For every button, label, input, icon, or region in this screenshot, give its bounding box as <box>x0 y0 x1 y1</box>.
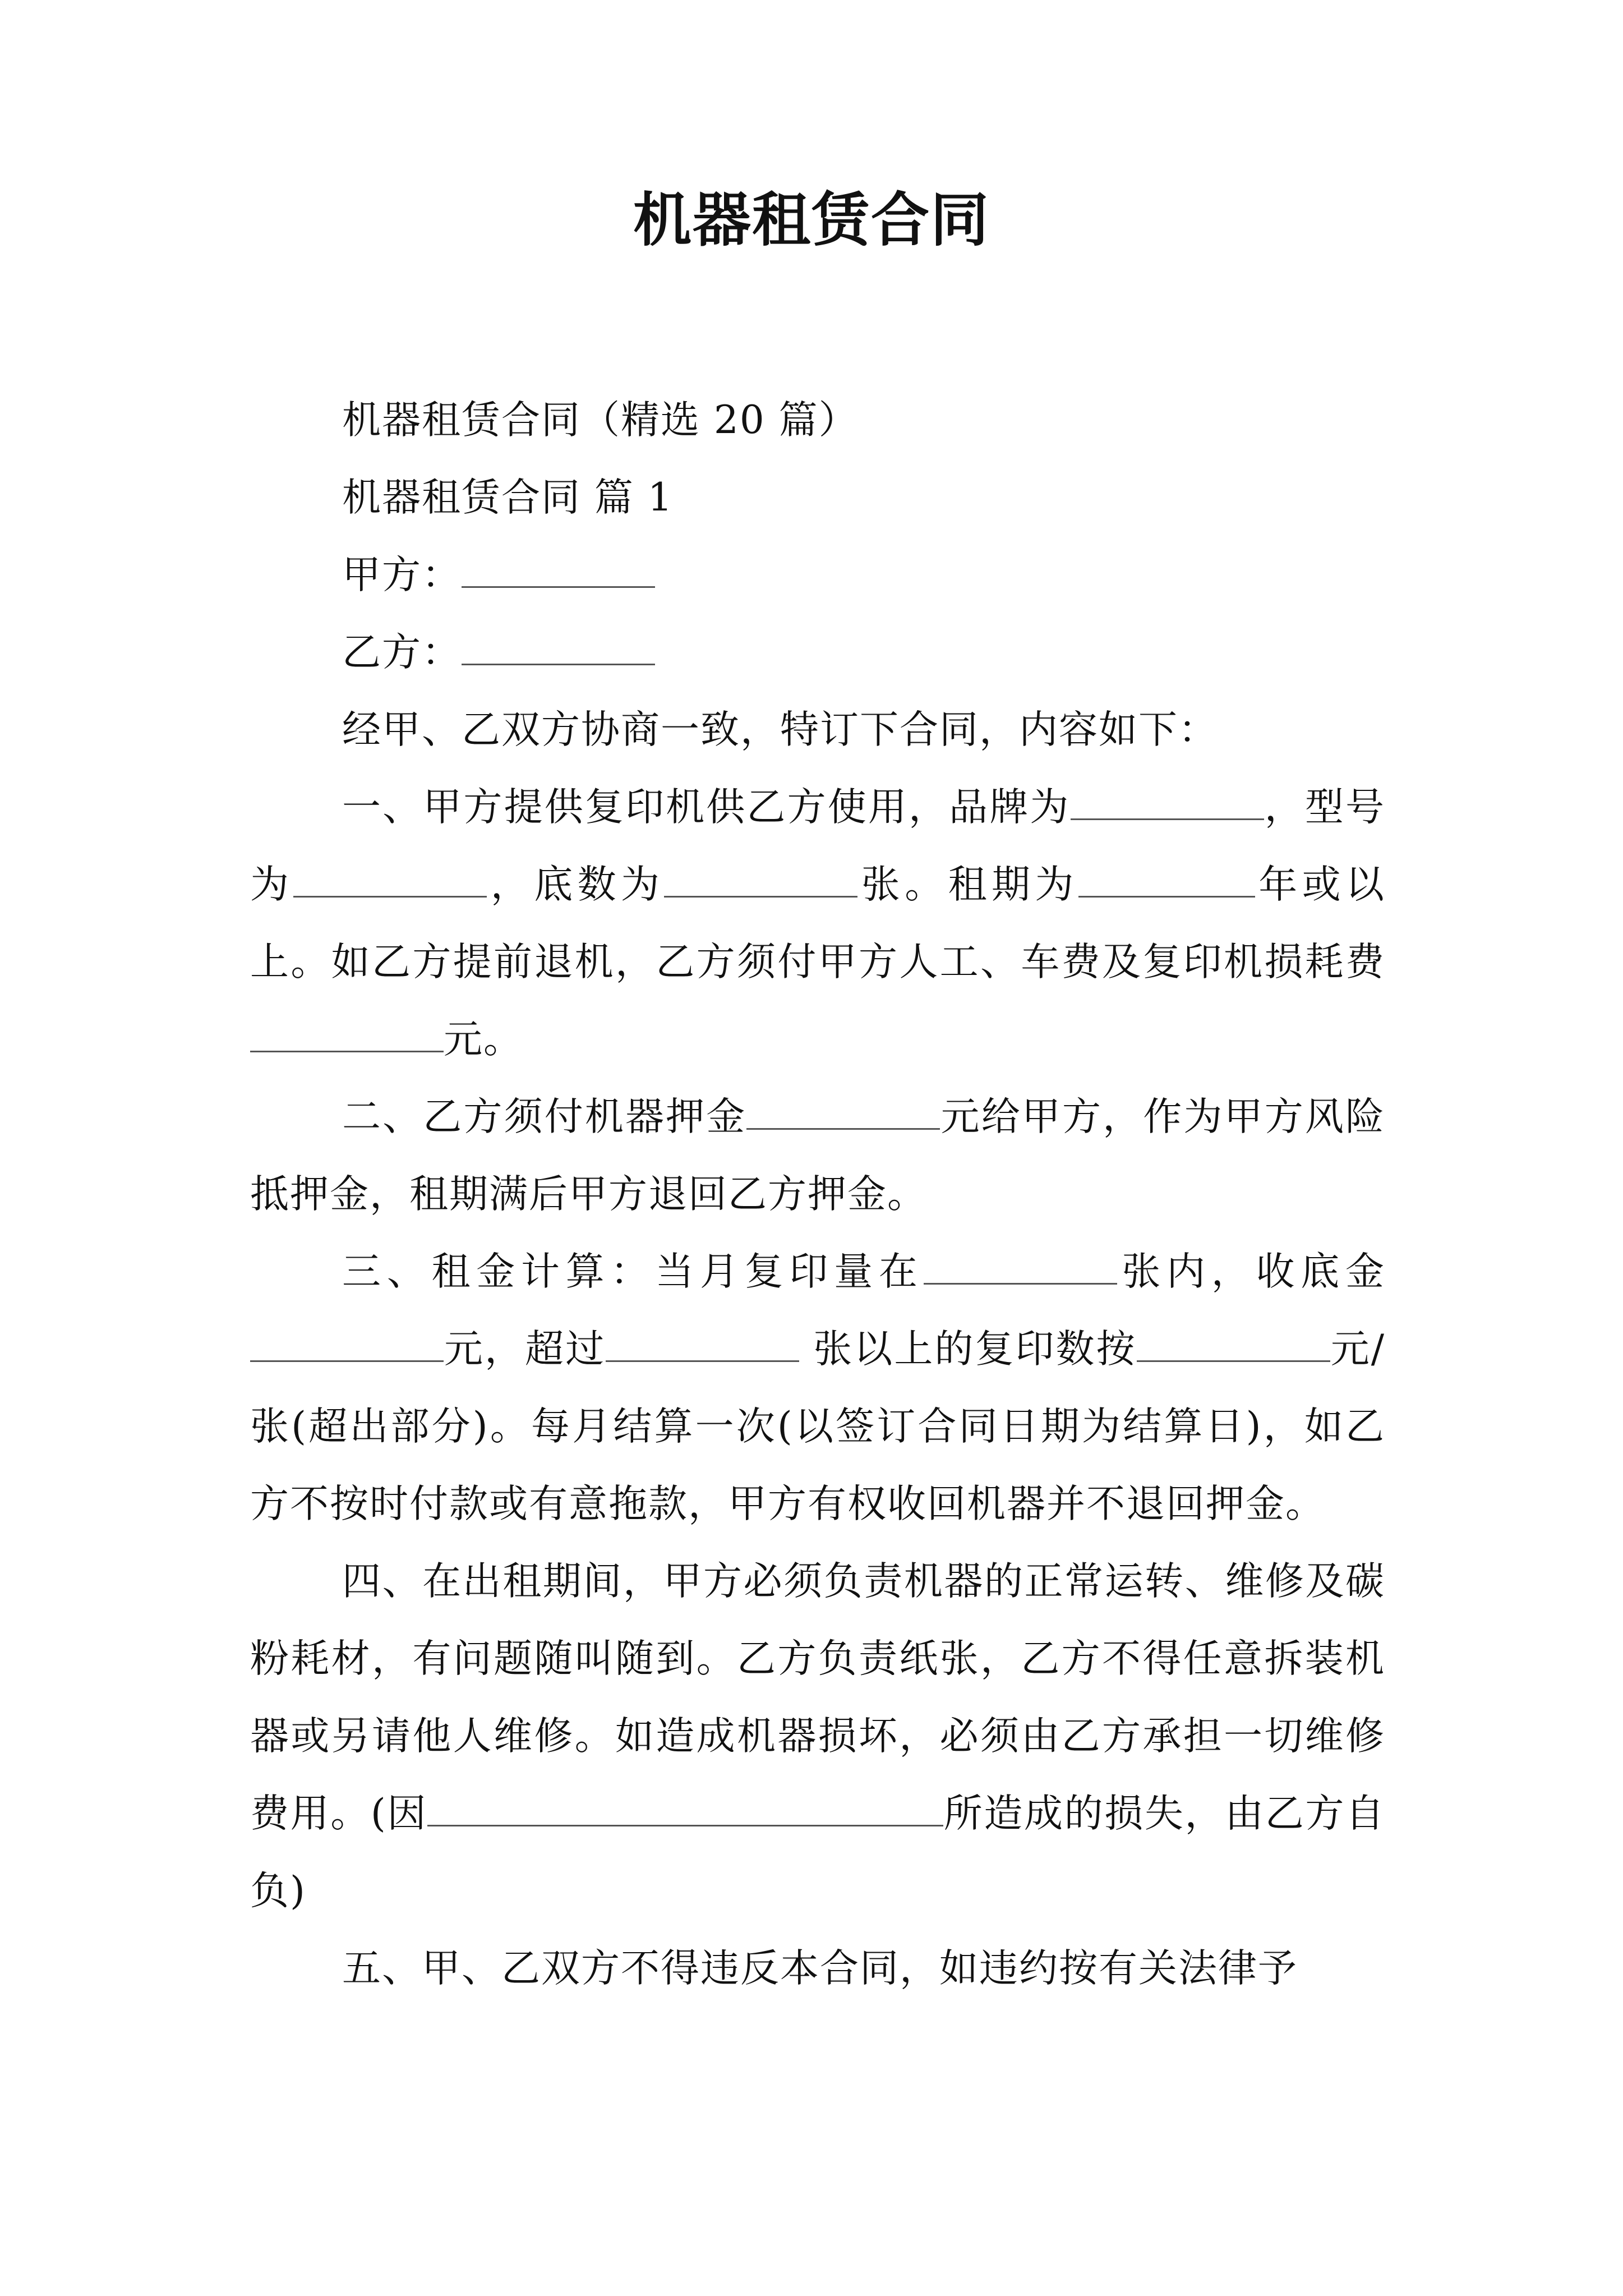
brand-blank[interactable] <box>1071 784 1264 820</box>
clause-1-paragraph: 一、甲方提供复印机供乙方使用，品牌为 ，型号为 ，底数为 张。租期为 年或以上。如乙方提前退机，乙方须付甲方人工、车费及复印机损耗费元。 <box>250 785 1386 1062</box>
clause-3-paragraph: 三、租金计算：当月复印量在 张内，收底金元，超过 张以上的复印数按 元/张(超出部分)。每月结算一次(以签订合同日期为结算日)，如乙方不按时付款或有意拖款，甲方有权收回机器并不退回押金。 <box>250 1249 1386 1526</box>
monthly-quota-blank[interactable] <box>924 1248 1117 1285</box>
party-a-line: 甲方： <box>250 536 1385 614</box>
document-title: 机器租赁合同 <box>633 185 990 254</box>
depreciation-fee-blank[interactable] <box>250 1016 444 1052</box>
clause-4-paragraph: 四、在出租期间，甲方必须负责机器的正常运转、维修及碳粉耗材，有问题随叫随到。乙方负责纸张，乙方不得任意拆装机器或另请他人维修。如造成机器损坏，必须由乙方承担一切维修费用。(因 所造成的损失，由乙方自负) <box>250 1559 1386 1913</box>
excess-threshold-blank[interactable] <box>606 1326 799 1362</box>
party-a-blank[interactable] <box>462 551 655 588</box>
subtitle-line: 机器租赁合同（精选 20 篇） <box>342 398 859 443</box>
party-b-line: 乙方： <box>250 614 1385 691</box>
excess-rate-blank[interactable] <box>1137 1326 1330 1362</box>
intro-paragraph: 经甲、乙双方协商一致，特订下合同，内容如下： <box>342 707 1218 752</box>
party-b-blank[interactable] <box>462 629 655 665</box>
base-fee-blank[interactable] <box>250 1326 444 1362</box>
clause-5-paragraph: 五、甲、乙双方不得违反本合同，如违约按有关法律予 <box>342 1946 1298 1991</box>
cause-blank[interactable] <box>427 1790 943 1826</box>
document-body <box>250 381 1385 2007</box>
model-blank[interactable] <box>293 861 487 898</box>
lease-term-blank[interactable] <box>1078 861 1255 898</box>
deposit-blank[interactable] <box>746 1093 940 1130</box>
section-title-line: 机器租赁合同 篇 1 <box>342 475 674 520</box>
base-count-blank[interactable] <box>664 861 857 898</box>
clause-2-paragraph: 二、乙方须付机器押金 元给甲方，作为甲方风险抵押金，租期满后甲方退回乙方押金。 <box>250 1094 1386 1217</box>
